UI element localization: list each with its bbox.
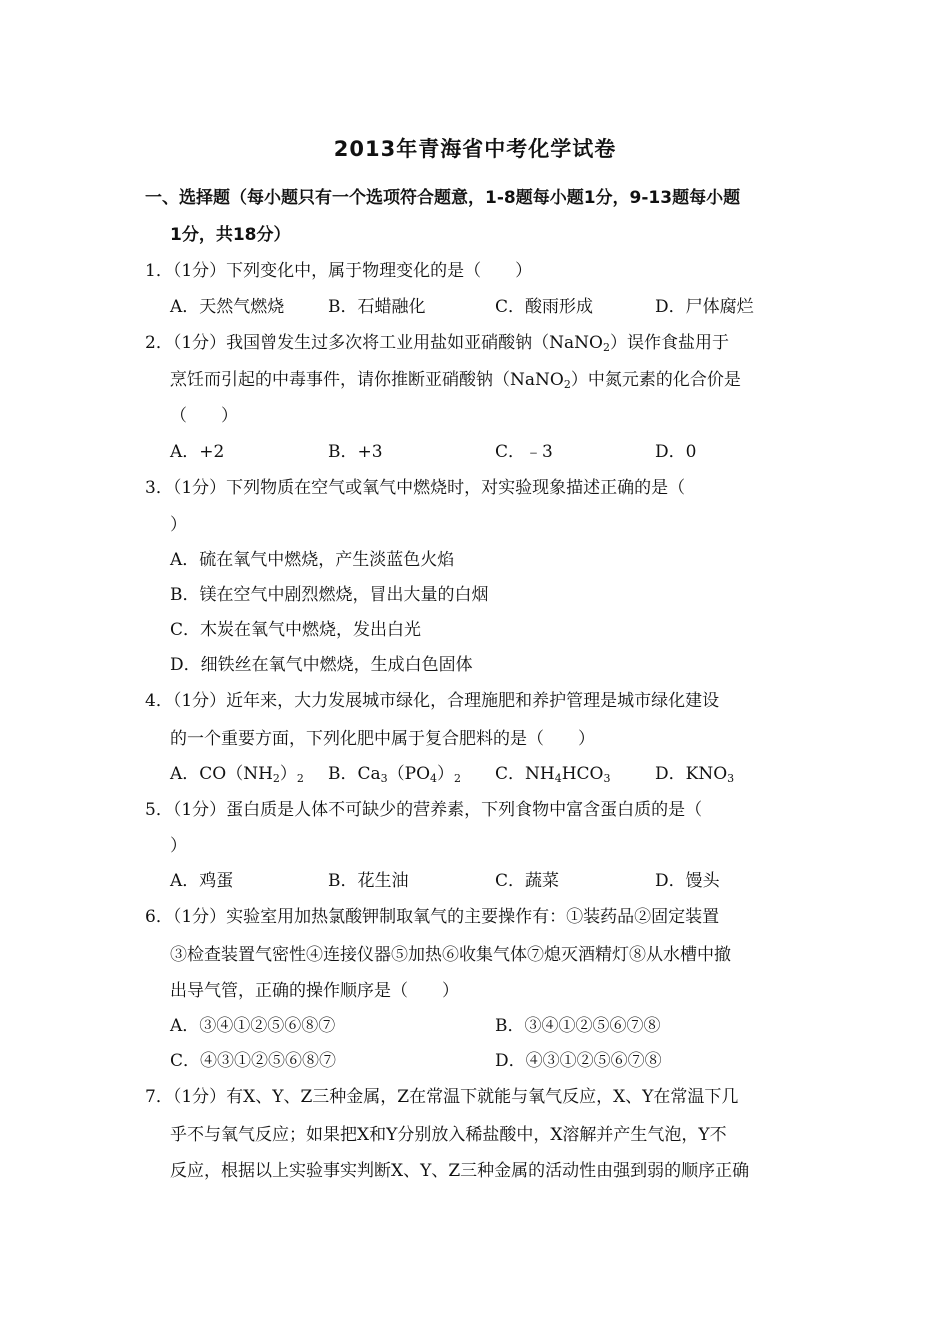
question-3-option-c: C．木炭在氧气中燃烧，发出白光: [170, 620, 422, 640]
question-4-option-a: A．$CO(NH_2)_2$: [170, 764, 304, 785]
question-3-option-a: A．硫在氧气中燃烧，产生淡蓝色火焰: [170, 550, 455, 570]
question-7-line3: 反应，根据以上实验事实判断X、Y、Z三种金属的活动性由强到弱的顺序正确: [170, 1161, 750, 1181]
question-3-option-b: B．镁在空气中剧烈燃烧，冒出大量的白烟: [170, 585, 489, 605]
question-5-option-d: D．馒头: [655, 871, 720, 891]
question-6-option-d: D．④③①②⑤⑥⑦⑧: [495, 1051, 662, 1071]
question-2-option-b: B．+3: [328, 442, 383, 462]
question-6-line2: ③检查装置气密性④连接仪器⑤加热⑥收集气体⑦熄灭酒精灯⑧从水槽中撤: [170, 945, 731, 965]
question-6-option-c: C．④③①②⑤⑥⑧⑦: [170, 1051, 337, 1071]
question-2-line2: 烹饪而引起的中毒事件，请你推断亚硝酸钠（NaNO$_2$）中氮元素的化合价是: [170, 370, 741, 391]
question-3-line2: ）: [170, 515, 187, 535]
question-1-option-c: C．酸雨形成: [495, 297, 594, 317]
question-7-line1: 7．（1分）有X、Y、Z三种金属，Z在常温下就能与氧气反应，X、Y在常温下几: [145, 1087, 739, 1107]
question-1-option-b: B．石蜡融化: [328, 297, 426, 317]
question-4-line1: 4．（1分）近年来，大力发展城市绿化，合理施肥和养护管理是城市绿化建设: [145, 691, 720, 711]
question-3-option-d: D．细铁丝在氧气中燃烧，生成白色固体: [170, 655, 473, 675]
question-5-line1: 5．（1分）蛋白质是人体不可缺少的营养素，下列食物中富含蛋白质的是（: [145, 800, 703, 820]
question-5-line2: ）: [170, 836, 187, 856]
question-5-option-b: B．花生油: [328, 871, 409, 891]
question-2-option-a: A．+2: [170, 442, 225, 462]
question-4-option-d: D．$KNO_3$: [655, 764, 735, 785]
question-6-line3: 出导气管，正确的操作顺序是（ ）: [170, 981, 459, 1001]
section-heading-line1: 一、选择题（每小题只有一个选项符合题意，1-8题每小题1分，9-13题每小题: [145, 188, 741, 208]
question-6-option-b: B．③④①②⑤⑥⑦⑧: [495, 1016, 661, 1036]
page-title: 2013年青海省中考化学试卷: [333, 137, 617, 161]
question-4-option-c: C．$NH_4HCO_3$: [495, 764, 611, 785]
question-2-line1: 2．（1分）我国曾发生过多次将工业用盐如亚硝酸钠（NaNO$_2$）误作食盐用于: [145, 333, 729, 354]
question-2-option-d: D．0: [655, 442, 697, 462]
question-1-option-a: A．天然气燃烧: [170, 297, 285, 317]
question-6-line1: 6．（1分）实验室用加热氯酸钾制取氧气的主要操作有：①装药品②固定装置: [145, 907, 720, 927]
question-1-option-d: D．尸体腐烂: [655, 297, 754, 317]
question-3-line1: 3．（1分）下列物质在空气或氧气中燃烧时，对实验现象描述正确的是（: [145, 478, 686, 498]
question-2-option-c: C．﹣3: [495, 442, 553, 462]
question-1-stem: 1．（1分）下列变化中，属于物理变化的是（ ）: [145, 261, 533, 281]
question-5-option-a: A．鸡蛋: [170, 871, 234, 891]
question-4-option-b: B．$Ca_3(PO_4)_2$: [328, 764, 462, 785]
section-heading-line2: 1分，共18分）: [170, 225, 291, 245]
question-2-line3: （ ）: [170, 406, 238, 426]
question-5-option-c: C．蔬菜: [495, 871, 560, 891]
question-6-option-a: A．③④①②⑤⑥⑧⑦: [170, 1016, 336, 1036]
question-4-line2: 的一个重要方面，下列化肥中属于复合肥料的是（ ）: [170, 729, 595, 749]
question-7-line2: 乎不与氧气反应；如果把X和Y分别放入稀盐酸中，X溶解并产生气泡，Y不: [170, 1125, 727, 1145]
